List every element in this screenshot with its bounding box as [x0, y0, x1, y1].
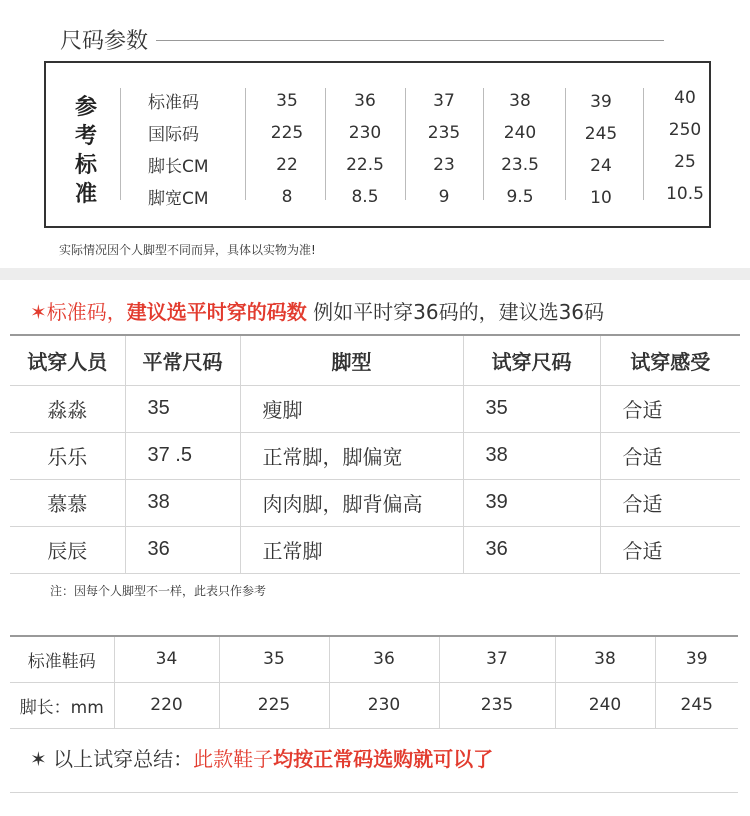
cell: 乐乐 — [10, 432, 125, 479]
cell: 辰辰 — [10, 526, 125, 573]
fitting-note: 注：因每个人脚型不一样，此表只作参考 — [50, 584, 267, 598]
cell: 36 — [463, 526, 600, 573]
cell: 38 — [125, 479, 240, 526]
cell: 37 — [439, 636, 555, 682]
row-label: 国际码 — [148, 125, 199, 145]
cell: 39 — [590, 92, 612, 112]
reference-standard-label: 参 考 标 准 — [74, 95, 97, 207]
table-row — [10, 479, 740, 526]
cell: 正常脚 — [240, 526, 463, 573]
cell: 10.5 — [666, 184, 704, 204]
row-label: 标准鞋码 — [10, 636, 114, 682]
cell: 245 — [655, 682, 738, 728]
cell: 225 — [270, 123, 304, 143]
bottom-divider — [10, 792, 738, 793]
section-separator — [0, 268, 750, 280]
summary-emphasis: 均按正常码选购就可以了 — [273, 747, 494, 771]
cell: 36 — [329, 636, 439, 682]
cell: 240 — [555, 682, 655, 728]
table-header-row — [10, 335, 740, 385]
star-icon: ✶ — [30, 747, 47, 771]
cell: 正常脚，脚偏宽 — [240, 432, 463, 479]
size-params-note: 实际情况因个人脚型不同而异，具体以实物为准! — [59, 243, 316, 257]
table-row — [10, 526, 740, 573]
title-divider — [156, 40, 664, 41]
cell: 230 — [329, 682, 439, 728]
row-label: 标准码 — [148, 93, 199, 113]
cell: 合适 — [600, 385, 740, 432]
headline-part: 标准码， — [46, 300, 127, 324]
cell: 慕慕 — [10, 479, 125, 526]
cell: 39 — [655, 636, 738, 682]
header-cell: 脚型 — [240, 335, 463, 385]
cell: 37 .5 — [125, 432, 240, 479]
param-row-foot-width — [0, 184, 750, 214]
row-label: 脚长：mm — [10, 682, 114, 728]
headline-example: 例如平时穿36码的，建议选36码 — [306, 300, 605, 324]
cell: 瘦脚 — [240, 385, 463, 432]
cell: 39 — [463, 479, 600, 526]
fitting-table — [10, 334, 740, 574]
cell: 235 — [439, 682, 555, 728]
cell: 35 — [276, 91, 298, 111]
cell: 34 — [114, 636, 219, 682]
header-cell: 平常尺码 — [125, 335, 240, 385]
cell: 250 — [668, 120, 702, 140]
row-label: 脚长CM — [148, 157, 209, 177]
cell: 23.5 — [501, 155, 539, 175]
table-row — [10, 682, 738, 728]
cell: 9 — [438, 187, 450, 207]
summary-part: 此款鞋子 — [193, 747, 274, 771]
cell: 37 — [433, 91, 455, 111]
star-icon: ✶ — [30, 300, 47, 324]
cell: 35 — [463, 385, 600, 432]
cell: 10 — [590, 188, 612, 208]
cell: 235 — [427, 123, 461, 143]
cell: 220 — [114, 682, 219, 728]
cell: 35 — [219, 636, 329, 682]
cell: 38 — [555, 636, 655, 682]
cell: 25 — [674, 152, 696, 172]
cell: 240 — [503, 123, 537, 143]
row-label: 脚宽CM — [148, 189, 209, 209]
cell: 36 — [125, 526, 240, 573]
cell: 36 — [354, 91, 376, 111]
header-cell: 试穿感受 — [600, 335, 740, 385]
cell: 9.5 — [506, 187, 534, 207]
cell: 245 — [584, 124, 618, 144]
cell: 8.5 — [351, 187, 379, 207]
shoe-size-table — [10, 635, 738, 729]
cell: 40 — [674, 88, 696, 108]
param-row-international — [0, 120, 750, 150]
cell: 淼淼 — [10, 385, 125, 432]
cell: 肉肉脚，脚背偏高 — [240, 479, 463, 526]
cell: 合适 — [600, 432, 740, 479]
size-params-title: 尺码参数 — [60, 29, 149, 54]
cell: 23 — [433, 155, 455, 175]
cell: 24 — [590, 156, 612, 176]
cell: 合适 — [600, 479, 740, 526]
table-row — [10, 385, 740, 432]
summary-label: 以上试穿总结： — [46, 747, 194, 771]
cell: 230 — [348, 123, 382, 143]
cell: 38 — [509, 91, 531, 111]
cell: 22 — [276, 155, 298, 175]
fitting-summary — [30, 743, 493, 772]
fitting-headline — [30, 296, 604, 325]
cell: 8 — [281, 187, 293, 207]
table-row — [10, 636, 738, 682]
header-cell: 试穿人员 — [10, 335, 125, 385]
param-row-foot-length — [0, 152, 750, 182]
table-row — [10, 432, 740, 479]
header-cell: 试穿尺码 — [463, 335, 600, 385]
cell: 合适 — [600, 526, 740, 573]
cell: 22.5 — [346, 155, 384, 175]
param-row-standard — [0, 88, 750, 118]
cell: 38 — [463, 432, 600, 479]
headline-emphasis: 建议选平时穿的码数 — [126, 300, 307, 324]
cell: 225 — [219, 682, 329, 728]
cell: 35 — [125, 385, 240, 432]
